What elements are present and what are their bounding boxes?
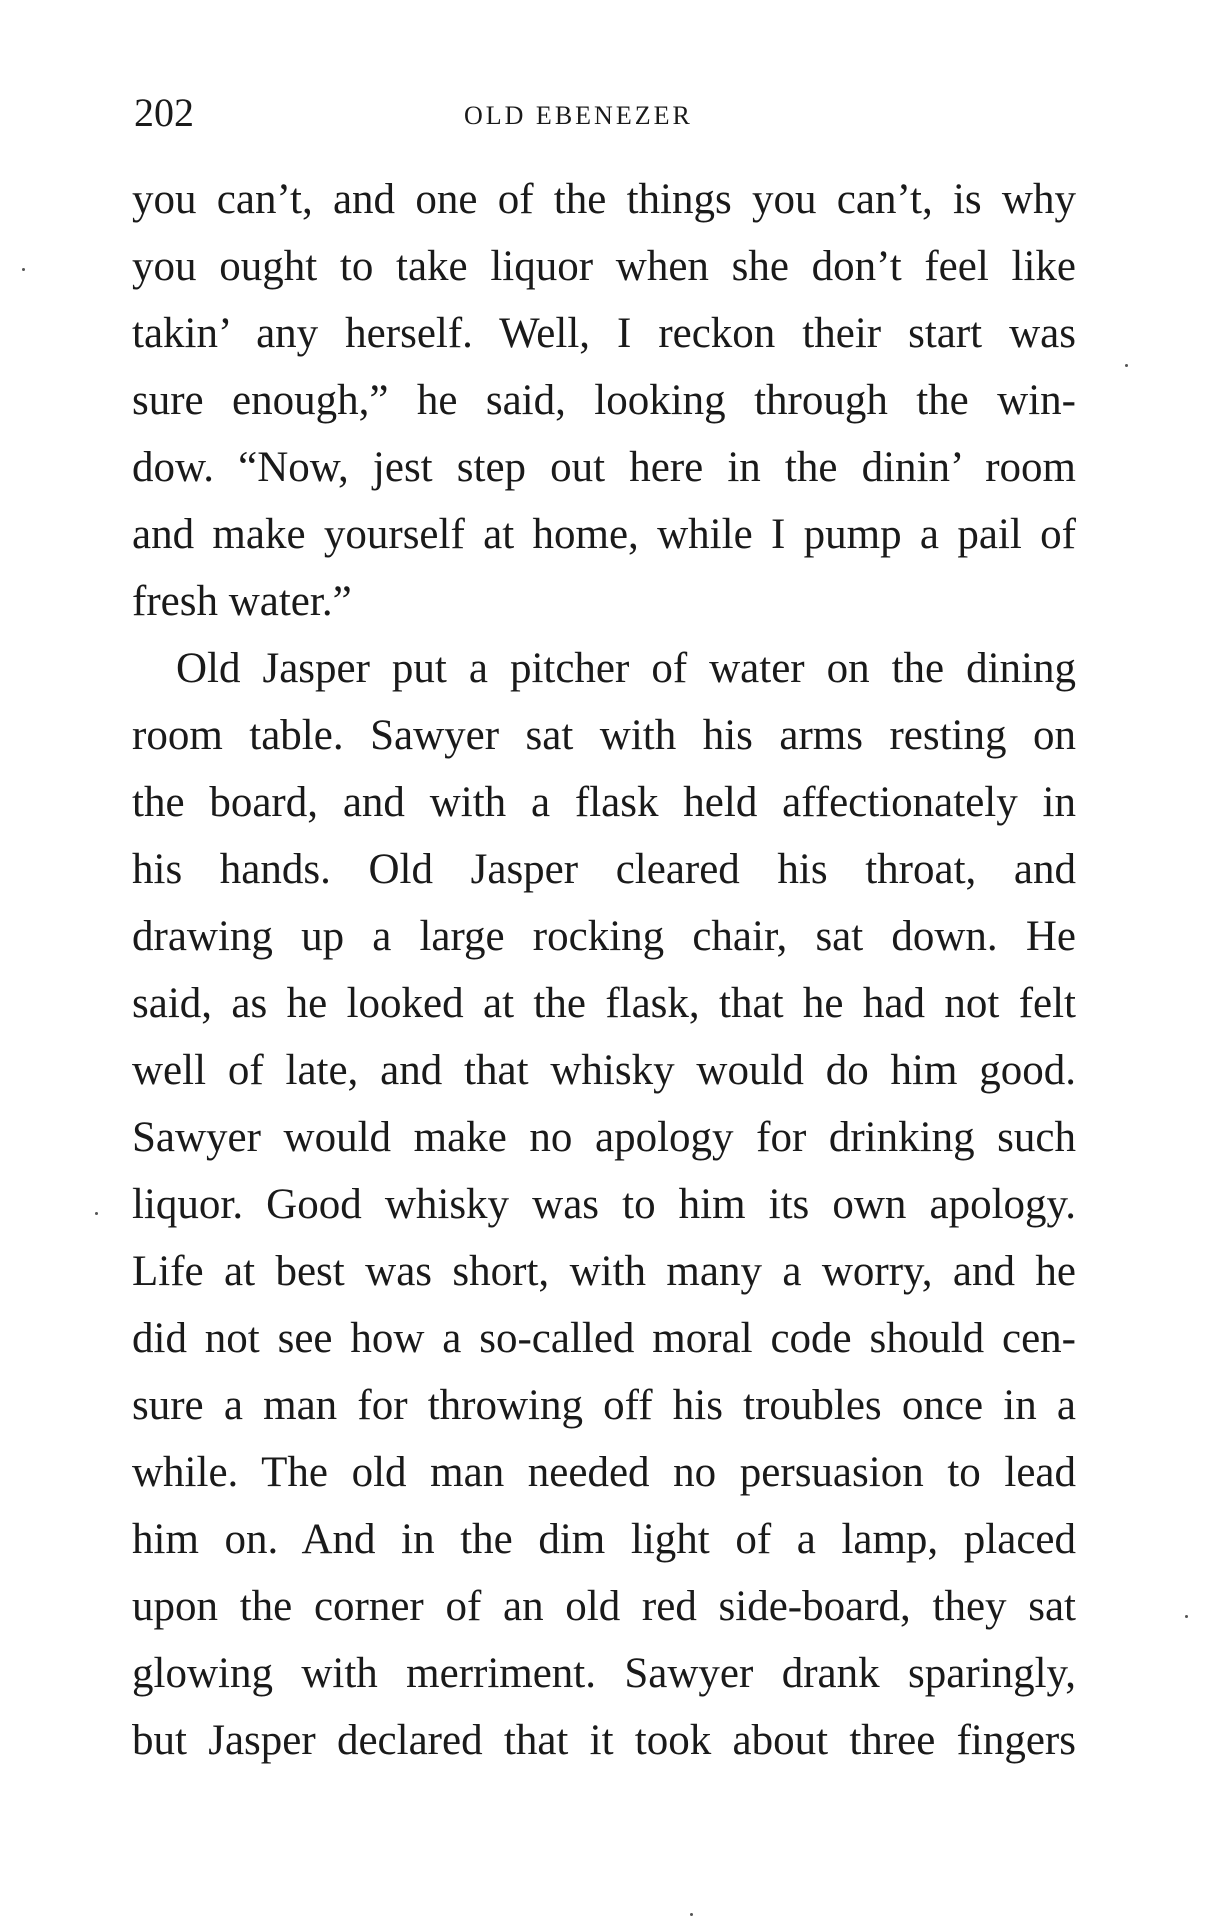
running-head bbox=[134, 88, 1074, 148]
text-line: you ought to take liquor when she don’t feel like bbox=[132, 243, 1076, 290]
running-title: OLD EBENEZER bbox=[464, 101, 693, 130]
text-line: dow. “Now, jest step out here in the dinin’ room bbox=[132, 444, 1076, 491]
text-line: and make yourself at home, while I pump a pail of bbox=[132, 511, 1076, 558]
paragraph bbox=[132, 635, 1076, 1774]
text-line: sure enough,” he said, looking through the win- bbox=[132, 377, 1076, 424]
text-line: Life at best was short, with many a worry, and he bbox=[132, 1248, 1076, 1295]
text-line: him on. And in the dim light of a lamp, placed bbox=[132, 1516, 1076, 1563]
text-line: liquor. Good whisky was to him its own apology. bbox=[132, 1181, 1076, 1228]
text-line: but Jasper declared that it took about three fingers bbox=[132, 1717, 1076, 1764]
page-number: 202 bbox=[134, 90, 194, 135]
text-line: you can’t, and one of the things you can’t, is why bbox=[132, 176, 1076, 223]
text-line: sure a man for throwing off his troubles once in a bbox=[132, 1382, 1076, 1429]
text-line: well of late, and that whisky would do him good. bbox=[132, 1047, 1076, 1094]
scan-speck bbox=[22, 268, 25, 271]
scan-speck bbox=[95, 1212, 98, 1215]
text-line: Old Jasper put a pitcher of water on the dining bbox=[176, 645, 1076, 692]
text-line: room table. Sawyer sat with his arms resting on bbox=[132, 712, 1076, 759]
body-text bbox=[132, 166, 1076, 1774]
paragraph bbox=[132, 166, 1076, 635]
text-line: drawing up a large rocking chair, sat down. He bbox=[132, 913, 1076, 960]
text-line: upon the corner of an old red side-board, they sat bbox=[132, 1583, 1076, 1630]
text-line: takin’ any herself. Well, I reckon their start was bbox=[132, 310, 1076, 357]
text-line: while. The old man needed no persuasion to lead bbox=[132, 1449, 1076, 1496]
scan-speck bbox=[1185, 1615, 1188, 1618]
text-line: said, as he looked at the flask, that he had not felt bbox=[132, 980, 1076, 1027]
text-line: did not see how a so-called moral code should cen- bbox=[132, 1315, 1076, 1362]
text-line: the board, and with a flask held affectionately in bbox=[132, 779, 1076, 826]
text-line: his hands. Old Jasper cleared his throat, and bbox=[132, 846, 1076, 893]
text-line: Sawyer would make no apology for drinking such bbox=[132, 1114, 1076, 1161]
text-line: fresh water.” bbox=[132, 578, 352, 625]
text-line: glowing with merriment. Sawyer drank sparingly, bbox=[132, 1650, 1076, 1697]
scan-speck bbox=[690, 1913, 693, 1916]
scan-speck bbox=[1125, 364, 1128, 367]
